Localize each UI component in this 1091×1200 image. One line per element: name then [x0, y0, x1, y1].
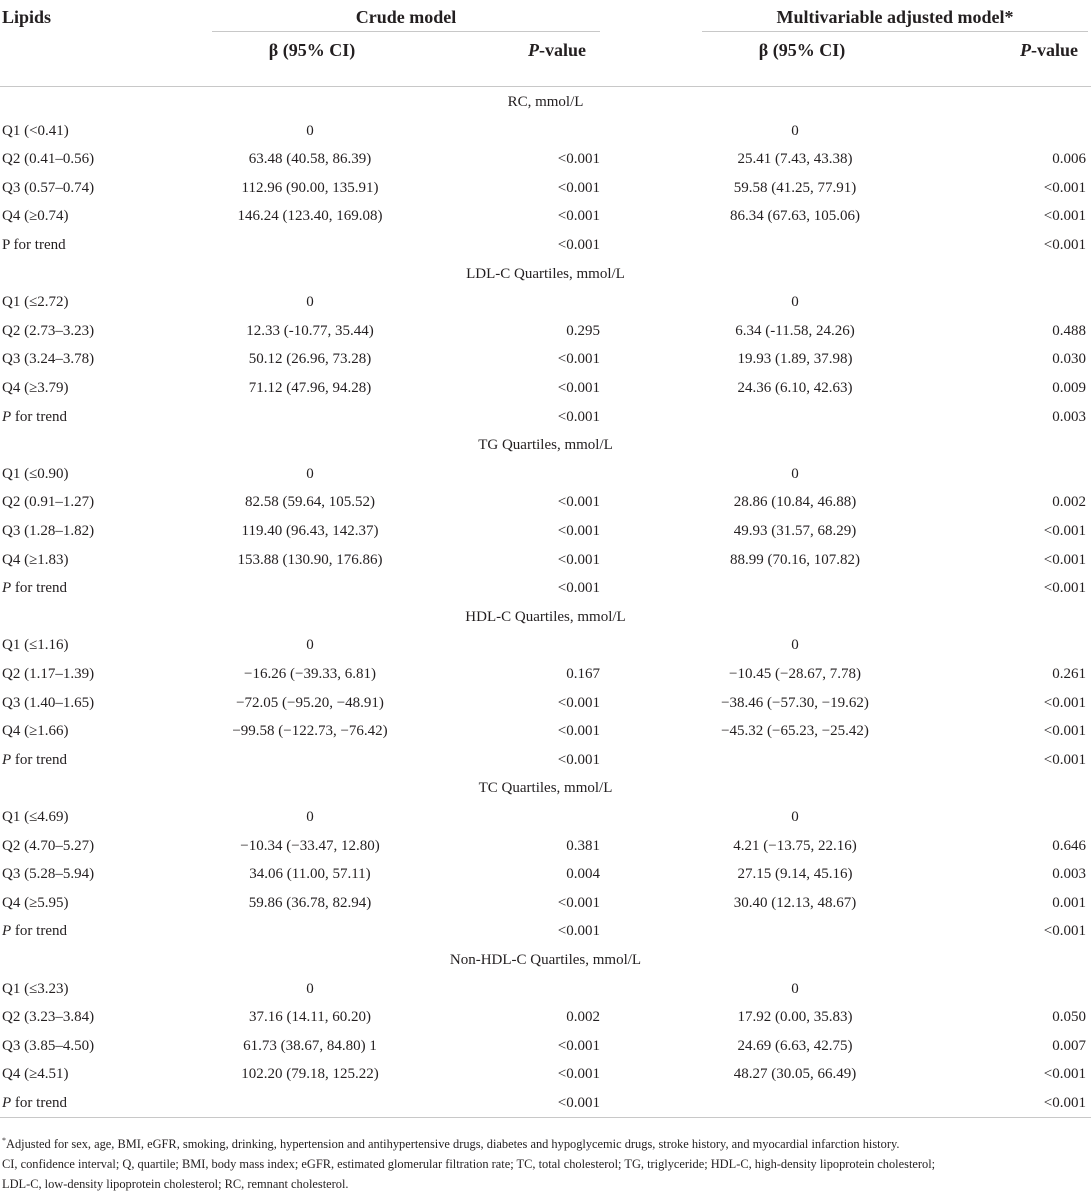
row-label: Q2 (1.17–1.39) — [2, 666, 95, 682]
adjusted-pvalue: <0.001 — [1043, 551, 1086, 568]
table-row — [0, 1003, 1091, 1032]
crude-pvalue: 0.004 — [566, 866, 600, 883]
row-label: P for trend — [2, 1095, 67, 1111]
row-label: Q3 (3.85–4.50) — [2, 1037, 95, 1054]
adjusted-beta: −38.46 (−57.30, −19.62) — [721, 694, 869, 711]
adjusted-beta: 24.69 (6.63, 42.75) — [737, 1037, 853, 1054]
header-crude-model: Crude model — [355, 7, 457, 27]
table-row — [0, 574, 1091, 603]
crude-beta: 71.12 (47.96, 94.28) — [248, 380, 372, 396]
table-row — [0, 374, 1091, 403]
table-bottom-rule — [0, 1117, 1091, 1118]
table-row — [0, 488, 1091, 517]
table-row — [0, 889, 1091, 918]
section-title: Non-HDL-C Quartiles, mmol/L — [449, 952, 642, 968]
crude-beta: 102.20 (79.18, 125.22) — [241, 1066, 379, 1083]
table-row — [0, 975, 1091, 1004]
row-label: Q2 (2.73–3.23) — [2, 322, 95, 339]
adjusted-pvalue: 0.488 — [1052, 322, 1086, 339]
table-row — [0, 117, 1091, 146]
adjusted-pvalue: 0.003 — [1052, 866, 1086, 883]
adjusted-pvalue: 0.261 — [1052, 666, 1086, 682]
adjusted-beta: 19.93 (1.89, 37.98) — [737, 351, 853, 368]
row-label: Q1 (≤3.23) — [2, 980, 69, 997]
row-label: P for trend — [2, 751, 67, 768]
crude-beta: 0 — [306, 294, 314, 311]
crude-beta: −72.05 (−95.20, −48.91) — [236, 694, 384, 711]
row-label: Q2 (3.23–3.84) — [2, 1009, 95, 1026]
adjusted-beta: 30.40 (12.13, 48.67) — [733, 894, 857, 911]
adjusted-beta: 88.99 (70.16, 107.82) — [730, 551, 860, 568]
footnote-abbreviations-cont: LDL-C, low-density lipoprotein cholesterol; RC, remnant cholesterol. — [2, 1177, 349, 1191]
crude-pvalue: <0.001 — [557, 1095, 600, 1111]
crude-pvalue: <0.001 — [557, 894, 600, 911]
header-pvalue-adjusted: P-value — [1020, 40, 1078, 60]
table-row — [0, 660, 1091, 689]
table-row — [0, 517, 1091, 546]
adjusted-pvalue: <0.001 — [1043, 208, 1086, 225]
header-beta-crude: β (95% CI) — [268, 40, 356, 60]
header-bottom-rule — [0, 86, 1091, 87]
adjusted-beta: −10.45 (−28.67, 7.78) — [729, 666, 861, 682]
crude-pvalue: <0.001 — [557, 179, 600, 196]
adjusted-pvalue: <0.001 — [1043, 694, 1086, 711]
adjusted-pvalue: <0.001 — [1043, 580, 1086, 597]
table-row — [0, 403, 1091, 432]
adjusted-pvalue: 0.006 — [1052, 151, 1086, 168]
table-row — [0, 631, 1091, 660]
table-row — [0, 288, 1091, 317]
crude-beta: 12.33 (-10.77, 35.44) — [246, 322, 374, 339]
crude-pvalue: <0.001 — [557, 523, 600, 539]
row-label: Q1 (≤2.72) — [2, 294, 69, 311]
adjusted-beta: 6.34 (-11.58, 24.26) — [735, 322, 855, 339]
adjusted-beta: 28.86 (10.84, 46.88) — [733, 494, 857, 511]
row-label: Q3 (5.28–5.94) — [2, 866, 95, 883]
table-row — [0, 145, 1091, 174]
crude-pvalue: <0.001 — [557, 1066, 600, 1083]
crude-pvalue: <0.001 — [557, 237, 600, 253]
crude-pvalue: <0.001 — [557, 494, 600, 511]
adjusted-pvalue: 0.009 — [1052, 380, 1086, 396]
crude-pvalue: 0.381 — [566, 837, 600, 854]
adjusted-pvalue: 0.002 — [1052, 494, 1086, 511]
adjusted-pvalue: 0.001 — [1052, 894, 1086, 911]
row-label: Q4 (≥5.95) — [2, 894, 69, 911]
crude-pvalue: <0.001 — [557, 408, 600, 425]
row-label: Q3 (0.57–0.74) — [2, 179, 95, 196]
crude-beta: −10.34 (−33.47, 12.80) — [240, 837, 380, 854]
crude-pvalue: <0.001 — [557, 923, 600, 940]
adjusted-pvalue: <0.001 — [1043, 1095, 1086, 1111]
crude-underline — [212, 31, 600, 32]
table-row — [0, 231, 1091, 260]
row-label: P for trend — [2, 580, 67, 597]
adjusted-pvalue: <0.001 — [1043, 523, 1086, 539]
row-label: Q4 (≥1.66) — [2, 723, 69, 740]
row-label: P for trend — [2, 408, 67, 425]
crude-beta: 34.06 (11.00, 57.11) — [249, 866, 371, 883]
table-row — [0, 832, 1091, 861]
adjusted-pvalue: <0.001 — [1043, 1066, 1086, 1083]
crude-pvalue: <0.001 — [557, 208, 600, 225]
row-label: Q3 (1.40–1.65) — [2, 694, 95, 711]
adjusted-beta: 0 — [791, 294, 799, 311]
row-label: Q4 (≥3.79) — [2, 380, 69, 396]
table-row — [0, 717, 1091, 746]
adjusted-pvalue: 0.003 — [1052, 408, 1086, 425]
table-row — [0, 1089, 1091, 1118]
section-title: TC Quartiles, mmol/L — [478, 780, 613, 797]
adjusted-beta: 0 — [791, 980, 799, 997]
row-label: Q2 (4.70–5.27) — [2, 837, 95, 854]
table-row — [0, 317, 1091, 346]
table-row — [0, 174, 1091, 203]
row-label: Q4 (≥0.74) — [2, 208, 69, 225]
crude-beta: 112.96 (90.00, 135.91) — [241, 179, 379, 196]
adjusted-beta: 4.21 (−13.75, 22.16) — [733, 837, 857, 854]
row-label: Q1 (<0.41) — [2, 122, 69, 139]
crude-beta: 0 — [306, 122, 314, 139]
crude-pvalue: <0.001 — [557, 694, 600, 711]
section-title: HDL-C Quartiles, mmol/L — [465, 608, 626, 625]
adjusted-beta: 49.93 (31.57, 68.29) — [733, 523, 857, 539]
table-row — [0, 803, 1091, 832]
adjusted-beta: 86.34 (67.63, 105.06) — [730, 208, 860, 225]
crude-pvalue: 0.295 — [566, 322, 600, 339]
table-row — [0, 460, 1091, 489]
row-label: Q1 (≤1.16) — [2, 637, 69, 654]
adjusted-pvalue: 0.030 — [1052, 351, 1086, 368]
crude-pvalue: <0.001 — [557, 151, 600, 168]
adjusted-pvalue: <0.001 — [1043, 751, 1086, 768]
adjusted-pvalue: 0.646 — [1052, 837, 1086, 854]
adjusted-beta: 0 — [791, 122, 799, 139]
adjusted-beta: 0 — [791, 465, 799, 482]
row-label: Q3 (3.24–3.78) — [2, 351, 95, 368]
header-lipids: Lipids — [2, 7, 52, 27]
crude-beta: 63.48 (40.58, 86.39) — [248, 151, 372, 168]
table-row — [0, 746, 1091, 775]
row-label: Q2 (0.91–1.27) — [2, 494, 95, 511]
table-row — [0, 1060, 1091, 1089]
crude-beta: −16.26 (−39.33, 6.81) — [244, 666, 376, 682]
crude-beta: 153.88 (130.90, 176.86) — [237, 551, 383, 568]
crude-beta: 82.58 (59.64, 105.52) — [245, 494, 375, 511]
row-label: Q2 (0.41–0.56) — [2, 151, 95, 168]
header-pvalue-crude: P-value — [528, 40, 586, 60]
crude-pvalue: <0.001 — [557, 1037, 600, 1054]
adjusted-beta: 0 — [791, 809, 799, 825]
adjusted-pvalue: <0.001 — [1043, 723, 1086, 740]
table-row — [0, 860, 1091, 889]
crude-beta: 59.86 (36.78, 82.94) — [248, 894, 372, 911]
footnote-adjustment: *Adjusted for sex, age, BMI, eGFR, smoking, drinking, hypertension and antihypertensive drugs, diabetes and hypoglycemic drugs, stroke history, and myocardial infarction history. — [2, 1135, 900, 1151]
crude-beta: −99.58 (−122.73, −76.42) — [232, 723, 388, 740]
row-label: P for trend — [2, 923, 67, 940]
row-label: Q1 (≤4.69) — [2, 809, 69, 825]
crude-pvalue: <0.001 — [557, 751, 600, 768]
crude-pvalue: 0.002 — [566, 1009, 600, 1026]
crude-beta: 61.73 (38.67, 84.80) 1 — [243, 1037, 377, 1054]
crude-beta: 0 — [306, 637, 314, 654]
table-row — [0, 917, 1091, 946]
crude-beta: 0 — [306, 465, 314, 482]
adjusted-pvalue: 0.050 — [1052, 1009, 1086, 1026]
section-title: RC, mmol/L — [507, 94, 584, 110]
crude-beta: 50.12 (26.96, 73.28) — [248, 351, 372, 368]
adjusted-beta: −45.32 (−65.23, −25.42) — [721, 723, 869, 740]
row-label: P for trend — [2, 237, 66, 253]
crude-pvalue: <0.001 — [557, 723, 600, 740]
adjusted-pvalue: <0.001 — [1043, 237, 1086, 253]
crude-beta: 0 — [306, 980, 314, 997]
table-row — [0, 1032, 1091, 1061]
row-label: Q1 (≤0.90) — [2, 465, 69, 482]
adjusted-pvalue: 0.007 — [1052, 1037, 1086, 1054]
adjusted-pvalue: <0.001 — [1043, 179, 1086, 196]
adjusted-beta: 27.15 (9.14, 45.16) — [737, 866, 853, 883]
adjusted-beta: 25.41 (7.43, 43.38) — [737, 151, 853, 168]
footnote-abbreviations: CI, confidence interval; Q, quartile; BMI, body mass index; eGFR, estimated glomerular filtration rate; TC, total cholesterol; TG, triglyceride; HDL-C, high-density lipoprotein cholesterol; — [2, 1157, 936, 1171]
row-label: Q4 (≥1.83) — [2, 551, 69, 568]
adjusted-beta: 48.27 (30.05, 66.49) — [733, 1066, 857, 1083]
adjusted-underline — [702, 31, 1088, 32]
crude-pvalue: <0.001 — [557, 380, 600, 396]
crude-beta: 119.40 (96.43, 142.37) — [241, 523, 379, 539]
table-row — [0, 689, 1091, 718]
row-label: Q3 (1.28–1.82) — [2, 523, 95, 539]
adjusted-beta: 24.36 (6.10, 42.63) — [737, 380, 853, 396]
crude-pvalue: 0.167 — [566, 666, 600, 682]
crude-beta: 0 — [306, 809, 314, 825]
crude-pvalue: <0.001 — [557, 580, 600, 597]
crude-beta: 37.16 (14.11, 60.20) — [249, 1009, 371, 1026]
table-row — [0, 345, 1091, 374]
section-title: LDL-C Quartiles, mmol/L — [466, 265, 625, 282]
adjusted-pvalue: <0.001 — [1043, 923, 1086, 940]
adjusted-beta: 17.92 (0.00, 35.83) — [737, 1009, 853, 1026]
row-label: Q4 (≥4.51) — [2, 1066, 69, 1083]
adjusted-beta: 0 — [791, 637, 799, 654]
adjusted-beta: 59.58 (41.25, 77.91) — [733, 179, 857, 196]
header-adjusted-model: Multivariable adjusted model* — [776, 7, 1014, 27]
section-title: TG Quartiles, mmol/L — [478, 437, 613, 454]
crude-pvalue: <0.001 — [557, 551, 600, 568]
crude-beta: 146.24 (123.40, 169.08) — [237, 208, 383, 225]
table-row — [0, 546, 1091, 575]
crude-pvalue: <0.001 — [557, 351, 600, 368]
header-beta-adjusted: β (95% CI) — [758, 40, 846, 60]
table-row — [0, 202, 1091, 231]
